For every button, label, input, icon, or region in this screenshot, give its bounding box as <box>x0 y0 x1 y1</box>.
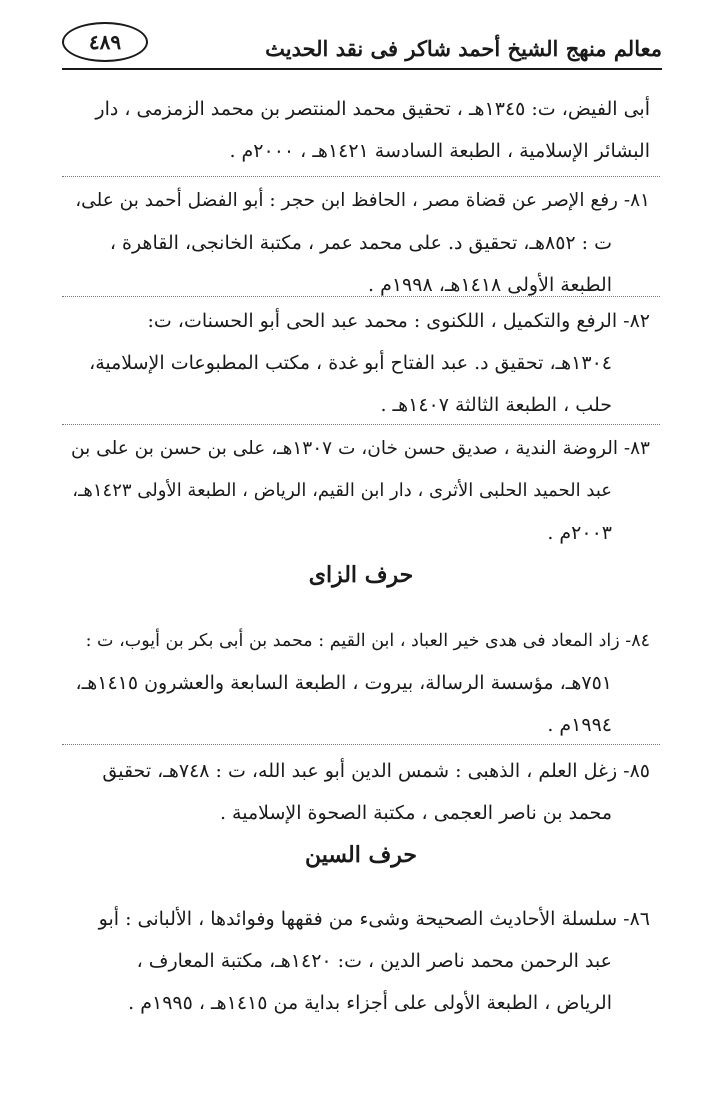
entry-line: ١٩٩٤م . <box>547 714 612 736</box>
entry-divider <box>62 424 660 425</box>
bibliography-entry-84 <box>70 620 650 746</box>
page-number: ٤٨٩ <box>62 22 148 62</box>
entry-divider <box>62 176 660 177</box>
entry-line: الرياض ، الطبعة الأولى على أجزاء بداية من ١٤١٥هـ ، ١٩٩٥م . <box>128 992 612 1014</box>
entry-line: ١٣٠٤هـ، تحقيق د. عبد الفتاح أبو غدة ، مكتب المطبوعات الإسلامية، <box>89 352 612 374</box>
entry-line: ٢٠٠٣م . <box>547 522 612 544</box>
entry-line: البشائر الإسلامية ، الطبعة السادسة ١٤٢١هـ ، ٢٠٠٠م . <box>229 140 650 162</box>
bibliography-entry-82 <box>70 300 650 426</box>
bibliography-entry-83 <box>70 428 650 554</box>
bibliography-entry-81 <box>70 180 650 306</box>
entry-line: ٨٤- زاد المعاد فى هدى خير العباد ، ابن القيم : محمد بن أبى بكر بن أيوب، ت : <box>85 631 650 651</box>
entry-line: ٨٦- سلسلة الأحاديث الصحيحة وشىء من فقهها وفوائدها ، الألبانى : أبو <box>98 908 650 930</box>
running-title: معالم منهج الشيخ أحمد شاكر فى نقد الحديث <box>265 36 662 61</box>
section-heading-zay: حرف الزاى <box>308 562 414 588</box>
entry-line: ٨٣- الروضة الندية ، صديق حسن خان، ت ١٣٠٧هـ، على بن حسن بن على بن <box>71 438 650 459</box>
entry-divider <box>62 744 660 745</box>
entry-line: ت : ٨٥٢هـ، تحقيق د. على محمد عمر ، مكتبة الخانجى، القاهرة ، <box>109 232 612 254</box>
entry-line: ٨١- رفع الإصر عن قضاة مصر ، الحافظ ابن حجر : أبو الفضل أحمد بن على، <box>75 190 650 211</box>
entry-line: ٧٥١هـ، مؤسسة الرسالة، بيروت ، الطبعة السابعة والعشرون ١٤١٥هـ، <box>75 672 612 694</box>
bibliography-entry-86 <box>70 898 650 1024</box>
bibliography-entry-85 <box>70 750 650 834</box>
entry-divider <box>62 296 660 297</box>
entry-line: عبد الرحمن محمد ناصر الدين ، ت: ١٤٢٠هـ، مكتبة المعارف ، <box>136 950 612 972</box>
entry-line: حلب ، الطبعة الثالثة ١٤٠٧هـ . <box>380 394 612 416</box>
header-rule <box>62 68 662 70</box>
entry-line: ٨٢- الرفع والتكميل ، اللكنوى : محمد عبد الحى أبو الحسنات، ت: <box>147 310 650 332</box>
section-heading-seen: حرف السين <box>304 842 418 868</box>
entry-line: محمد بن ناصر العجمى ، مكتبة الصحوة الإسلامية . <box>219 802 612 824</box>
entry-line: ٨٥- زغل العلم ، الذهبى : شمس الدين أبو عبد الله، ت : ٧٤٨هـ، تحقيق <box>102 760 650 782</box>
entry-line: أبى الفيض، ت: ١٣٤٥هـ ، تحقيق محمد المنتصر بن محمد الزمزمى ، دار <box>95 98 650 120</box>
continuation-entry <box>70 88 650 172</box>
entry-line: عبد الحميد الحلبى الأثرى ، دار ابن القيم، الرياض ، الطبعة الأولى ١٤٢٣هـ، <box>72 480 612 501</box>
entry-line: الطبعة الأولى ١٤١٨هـ، ١٩٩٨م . <box>368 274 612 296</box>
running-header <box>62 22 662 72</box>
